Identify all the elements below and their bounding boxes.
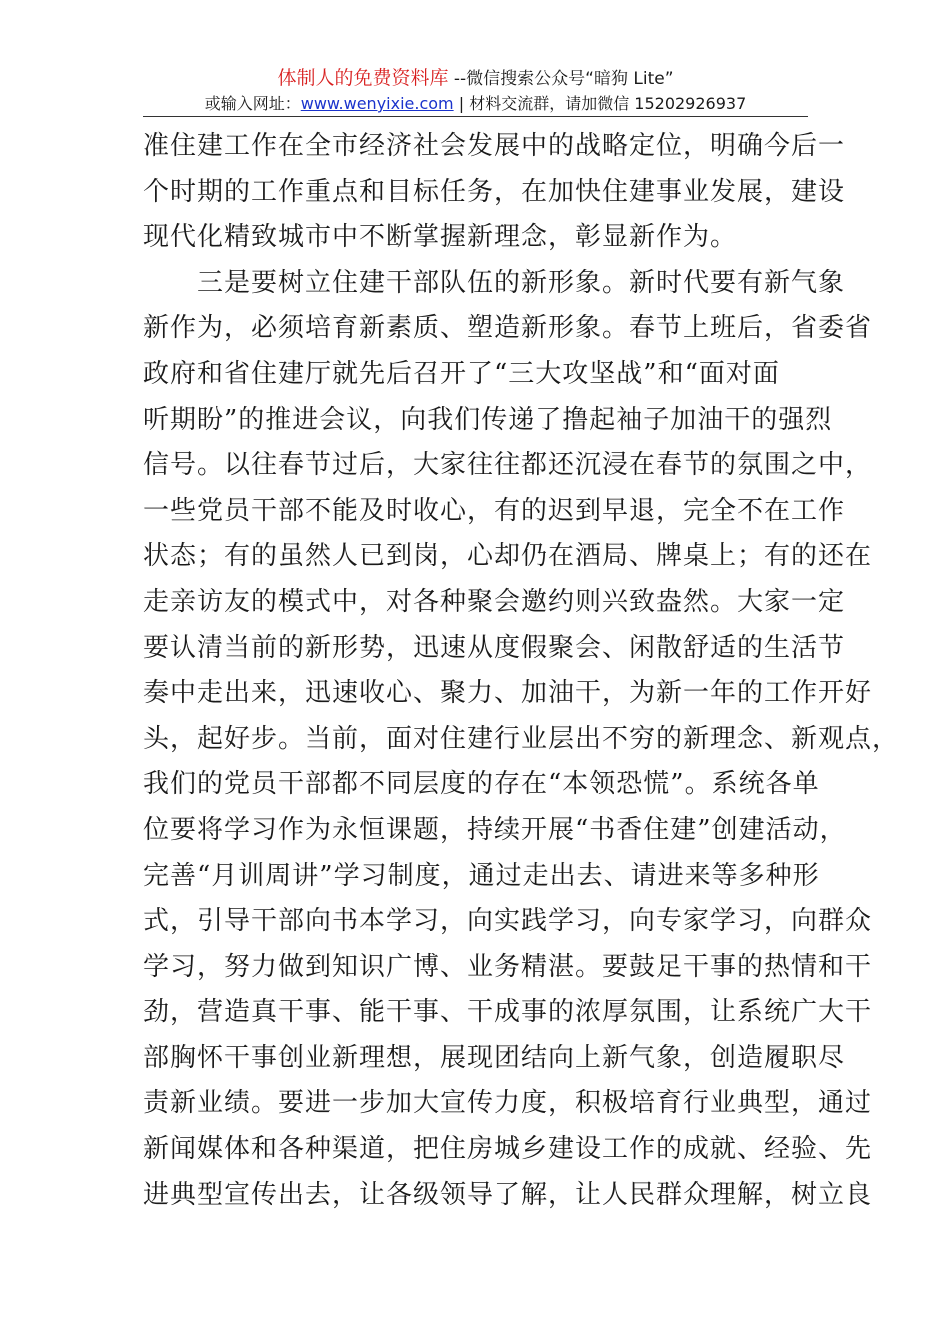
text-line: 位要将学习作为永恒课题，持续开展“书香住建”创建活动， xyxy=(143,814,847,845)
header-contact-line xyxy=(143,93,808,115)
text-line: 部胸怀干事创业新理想，展现团结向上新气象，创造履职尽 xyxy=(143,1042,846,1073)
body-text xyxy=(143,124,900,1218)
text-line: 完善“月训周讲”学习制度，通过走出去、请进来等多种形 xyxy=(143,860,820,891)
text-line: 要认清当前的新形势，迅速从度假聚会、闲散舒适的生活节 xyxy=(143,632,846,663)
header-url-prefix: 或输入网址： xyxy=(204,94,301,113)
text-line: 政府和省住建厅就先后召开了“三大攻坚战”和“面对面 xyxy=(143,358,780,389)
text-line: 学习，努力做到知识广博、业务精湛。要鼓足干事的热情和干 xyxy=(143,951,873,982)
header-url-link[interactable]: www.wenyixie.com xyxy=(300,94,454,113)
text-line: 走亲访友的模式中，对各种聚会邀约则兴致盎然。大家一定 xyxy=(143,586,846,617)
page-header xyxy=(143,66,808,115)
text-line: 式，引导干部向书本学习，向实践学习，向专家学习，向群众 xyxy=(143,906,873,937)
text-line: 三是要树立住建干部队伍的新形象。新时代要有新气象 xyxy=(143,267,846,298)
text-line: 信号。以往春节过后，大家往往都还沉浸在春节的氛围之中， xyxy=(143,450,873,481)
header-divider xyxy=(143,116,808,117)
text-line: 进典型宣传出去，让各级领导了解，让人民群众理解，树立良 xyxy=(143,1179,873,1210)
text-line: 准住建工作在全市经济社会发展中的战略定位，明确今后一 xyxy=(143,131,846,161)
text-line: 头，起好步。当前，面对住建行业层出不穷的新理念、新观点， xyxy=(143,723,900,754)
text-line: 新作为，必须培育新素质、塑造新形象。春节上班后，省委省 xyxy=(143,313,873,344)
text-line: 现代化精致城市中不断掌握新理念，彰显新作为。 xyxy=(143,222,738,253)
text-line: 听期盼”的推进会议，向我们传递了撸起袖子加油干的强烈 xyxy=(143,404,833,435)
text-line: 劲，营造真干事、能干事、干成事的浓厚氛围，让系统广大干 xyxy=(143,997,873,1028)
text-line: 新闻媒体和各种渠道，把住房城乡建设工作的成就、经验、先 xyxy=(143,1134,873,1165)
text-line: 个时期的工作重点和目标任务，在加快住建事业发展，建设 xyxy=(143,176,846,207)
header-brand: 体制人的免费资料库 xyxy=(277,67,449,89)
text-line: 我们的党员干部都不同层度的存在“本领恐慌”。系统各单 xyxy=(143,769,820,800)
header-tagline: --微信搜索公众号“暗狗 Lite” xyxy=(448,69,674,89)
header-contact-suffix: | 材料交流群，请加微信 15202926937 xyxy=(453,94,747,113)
header-title-line xyxy=(143,66,808,91)
text-line: 奏中走出来，迅速收心、聚力、加油干，为新一年的工作开好 xyxy=(143,678,873,709)
text-line: 状态；有的虽然人已到岗，心却仍在酒局、牌桌上；有的还在 xyxy=(143,541,873,572)
text-line: 责新业绩。要进一步加大宣传力度，积极培育行业典型，通过 xyxy=(143,1088,873,1119)
text-line: 一些党员干部不能及时收心，有的迟到早退，完全不在工作 xyxy=(143,495,846,526)
